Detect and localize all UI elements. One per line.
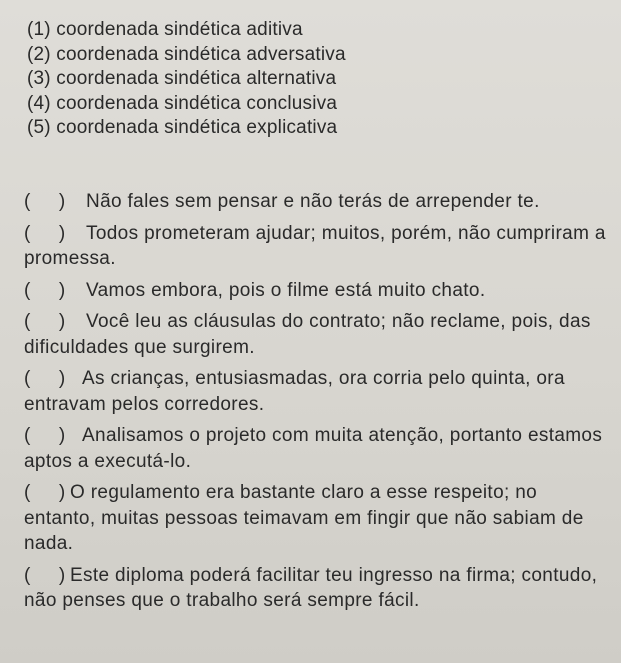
question-item [24,309,610,360]
answer-blank[interactable]: ( ) [24,191,66,212]
question-text: As crianças, entusiasmadas, ora corria pelo quinta, ora entravam pelos corredores. [24,368,565,415]
question-item [24,366,610,417]
legend-item-4: (4) coordenada sindética conclusiva [27,92,338,114]
legend-list [27,18,607,141]
answer-blank[interactable]: ( ) [24,482,66,503]
question-item [24,423,610,474]
answer-blank[interactable]: ( ) [24,368,66,389]
question-text: Todos prometeram ajudar; muitos, porém, não cumpriram a promessa. [24,222,606,269]
legend-item-2: (2) coordenada sindética adversativa [27,43,346,65]
answer-blank[interactable]: ( ) [24,279,66,301]
question-text: Analisamos o projeto com muita atenção, portanto estamos aptos a executá-lo. [24,425,603,472]
question-item [24,563,610,614]
legend-item-3: (3) coordenada sindética alternativa [27,68,337,89]
question-text: Este diploma poderá facilitar teu ingresso na firma; contudo, não penses que o trabalho será sempre fácil. [24,564,598,611]
legend-item-5: (5) coordenada sindética explicativa [27,117,338,138]
question-text: Vamos embora, pois o filme está muito chato. [86,279,486,301]
answer-blank[interactable]: ( ) [24,311,66,332]
question-text: O regulamento era bastante claro a esse respeito; no entanto, muitas pessoas teimavam em fingir que não sabiam de nada. [24,482,584,554]
question-list [24,189,610,620]
question-item [24,221,610,272]
question-item [24,189,610,215]
answer-blank[interactable]: ( ) [24,564,66,586]
answer-blank[interactable]: ( ) [24,222,66,244]
question-text: Não fales sem pensar e não terás de arrepender te. [86,191,540,212]
question-text: Você leu as cláusulas do contrato; não reclame, pois, das dificuldades que surgirem. [24,311,591,358]
question-item [24,278,610,304]
answer-blank[interactable]: ( ) [24,425,66,446]
question-item [24,480,610,557]
legend-item-1: (1) coordenada sindética aditiva [27,19,303,40]
